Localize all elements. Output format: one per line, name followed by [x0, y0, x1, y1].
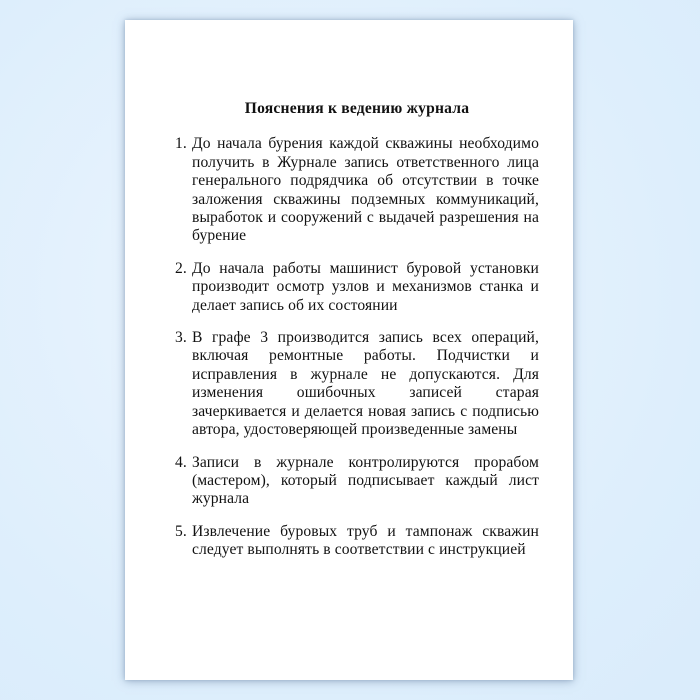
instructions-list: [175, 135, 539, 559]
list-item-text: В графе 3 производится запись всех операций, включая ремонтные работы. Подчистки и исправления в журнале не допускаются. Для изменения ошибочных записей старая зачеркивается и делается новая запись с подписью автора, удостоверяющей произведенные замены: [192, 329, 539, 439]
list-item: [175, 260, 539, 315]
list-item-number: 2.: [175, 259, 187, 277]
list-item-text: Извлечение буровых труб и тампонаж скважин следует выполнять в соответствии с инструкцией: [192, 522, 539, 559]
list-item-number: 4.: [175, 453, 187, 471]
list-item-text: До начала работы машинист буровой установки производит осмотр узлов и механизмов станка и делает запись об их состоянии: [192, 259, 539, 314]
document-title: Пояснения к ведению журнала: [244, 100, 470, 117]
list-item: [175, 454, 539, 509]
list-item: [175, 523, 539, 560]
document-page: [125, 20, 573, 680]
list-item: [175, 135, 539, 245]
list-item-text: Записи в журнале контролируются прорабом (мастером), который подписывает каждый лист журнала: [192, 453, 539, 508]
list-item: [175, 329, 539, 439]
list-item-number: 1.: [175, 135, 187, 153]
list-item-number: 5.: [175, 522, 187, 540]
list-item-number: 3.: [175, 329, 187, 347]
list-item-text: До начала бурения каждой скважины необходимо получить в Журнале запись ответственного лица генерального подрядчика об отсутствии в точке заложения скважины подземных коммуникаций, выработок и сооружений с выдачей разрешения на бурение: [192, 135, 539, 245]
